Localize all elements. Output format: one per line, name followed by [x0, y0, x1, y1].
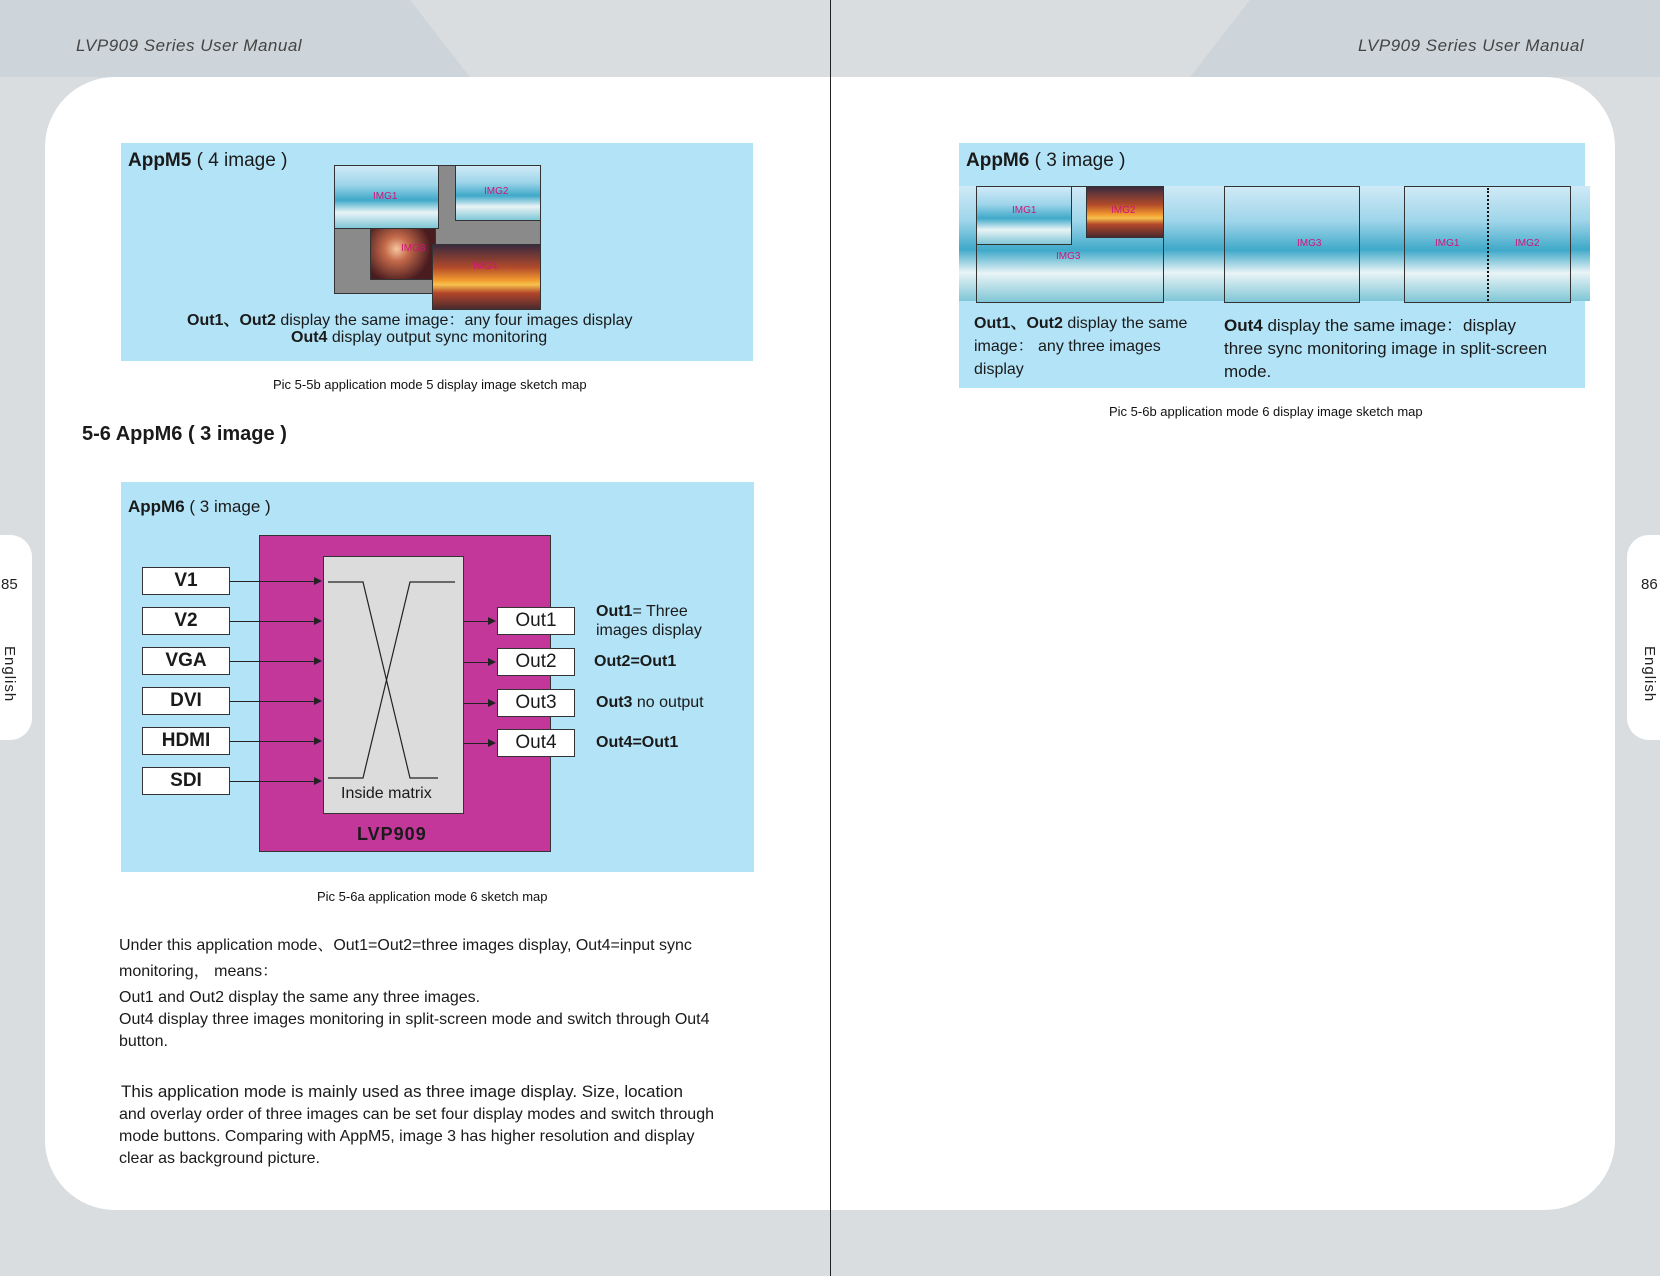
input-v2: V2: [142, 607, 230, 635]
arrow-v2: [230, 621, 320, 622]
paragraph2-line3: mode buttons. Comparing with AppM5, image 3 has higher resolution and display: [119, 1128, 695, 1145]
fig5b-line2: Out4 display output sync monitoring: [291, 329, 548, 346]
output-out2: Out2: [497, 648, 575, 676]
arrow-v1: [230, 581, 320, 582]
arrow-vga: [230, 661, 320, 662]
input-hdmi: HDMI: [142, 727, 230, 755]
language-label-right: English: [1641, 646, 1658, 703]
fig5b-line1: Out1、Out2 display the same image：any four images display: [187, 312, 633, 329]
paragraph1-line2: monitoring， means：: [119, 963, 279, 980]
paragraph2-line2: and overlay order of three images can be set four display modes and switch through: [119, 1106, 714, 1123]
fig5b-img3: IMG3: [370, 228, 436, 280]
output-out1: Out1: [497, 607, 575, 635]
input-sdi: SDI: [142, 767, 230, 795]
paragraph1-line5: button.: [119, 1033, 168, 1050]
arrow-out3: [464, 703, 494, 704]
fig5b-img2: IMG2: [455, 165, 541, 221]
fig6b-left-img1: IMG1: [976, 186, 1072, 245]
page-spine: [830, 0, 831, 1276]
arrow-out2: [464, 662, 494, 663]
section-heading: 5-6 AppM6 ( 3 image ): [82, 423, 287, 445]
arrow-out4: [464, 743, 494, 744]
output-out3: Out3: [497, 689, 575, 717]
side-tab-left: [0, 535, 32, 740]
input-vga: VGA: [142, 647, 230, 675]
output-out4: Out4: [497, 729, 575, 757]
arrow-dvi: [230, 701, 320, 702]
fig6b-mid-screen: IMG3: [1224, 186, 1360, 303]
fig6a-title: AppM6 ( 3 image ): [128, 497, 271, 516]
out2-description: Out2=Out1: [594, 653, 677, 670]
fig5b-img4: IMG4: [432, 244, 541, 310]
fig6b-left-img2: IMG2: [1086, 186, 1164, 238]
fig6b-left-img3-label: IMG3: [1056, 251, 1081, 262]
arrow-out1: [464, 621, 494, 622]
language-label-left: English: [1, 646, 18, 703]
split-screen-divider: [1487, 188, 1489, 301]
arrow-hdmi: [230, 741, 320, 742]
out1-description: Out1= Three images display: [596, 603, 702, 639]
page-number-left: 85: [1, 576, 18, 593]
inside-matrix-label: Inside matrix: [341, 785, 432, 802]
side-tab-right: [1627, 535, 1660, 740]
fig6a-caption: Pic 5-6a application mode 6 sketch map: [317, 889, 548, 904]
fig5b-img1: IMG1: [334, 165, 439, 229]
fig5b-caption: Pic 5-5b application mode 5 display image sketch map: [273, 377, 587, 392]
paragraph1-line4: Out4 display three images monitoring in split-screen mode and switch through Out4: [119, 1011, 710, 1028]
fig5b-title: AppM5 ( 4 image ): [128, 150, 288, 171]
out4-description: Out4=Out1: [596, 734, 679, 751]
page-number-right: 86: [1641, 576, 1658, 593]
header-title-left: LVP909 Series User Manual: [76, 36, 303, 55]
fig6b-title: AppM6 ( 3 image ): [966, 150, 1126, 171]
fig6b-right-text: Out4 display the same image：display three sync monitoring image in split-screen mode.: [1224, 316, 1548, 381]
fig6b-right-screen: IMG1 IMG2: [1404, 186, 1571, 303]
paragraph1-line3: Out1 and Out2 display the same any three images.: [119, 989, 481, 1006]
header-title-right: LVP909 Series User Manual: [1358, 36, 1585, 55]
fig6b-left-text: Out1、Out2 display the same image： any three images display: [974, 315, 1188, 378]
lvp909-label: LVP909: [357, 824, 427, 844]
out3-description: Out3 no output: [596, 694, 704, 711]
input-v1: V1: [142, 567, 230, 595]
arrow-sdi: [230, 781, 320, 782]
fig6b-caption: Pic 5-6b application mode 6 display image sketch map: [1109, 404, 1423, 419]
matrix-crossing-lines: [323, 556, 464, 814]
input-dvi: DVI: [142, 687, 230, 715]
paragraph2-line4: clear as background picture.: [119, 1150, 320, 1167]
paragraph2-line1: This application mode is mainly used as three image display. Size, location: [121, 1082, 683, 1101]
paragraph1-line1: Under this application mode、Out1=Out2=three images display, Out4=input sync: [119, 937, 692, 954]
